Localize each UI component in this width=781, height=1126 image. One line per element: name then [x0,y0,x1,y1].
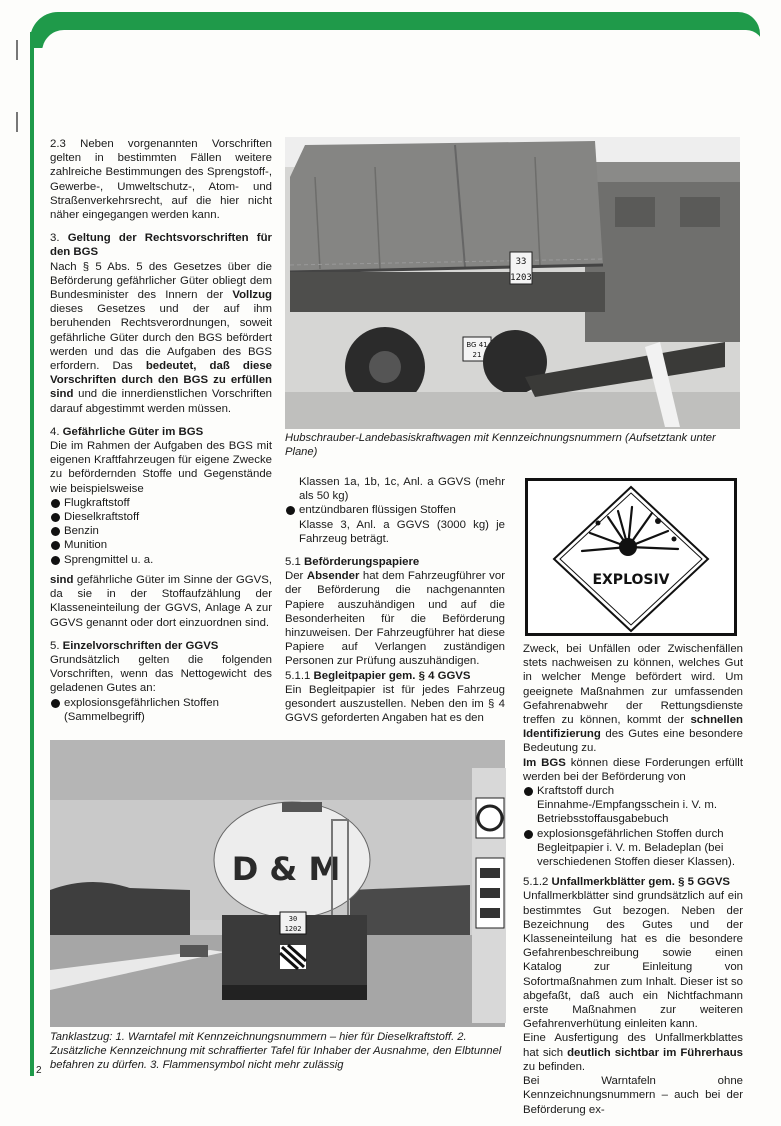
photo-road-signs [472,768,506,1023]
list-item: Dieselkraftstoff [50,510,272,524]
paragraph-purpose [523,642,743,784]
heading-number: 4. [50,425,60,438]
bgs-list [523,784,743,869]
left-green-rule [30,32,34,1076]
margin-mark [16,112,18,132]
text: Zweck, bei Unfällen oder Zwischenfällen stets nachweisen zu können, welches Gut in welcher Menge befördert wird. Um geeignete Maßnahmen zur umfassenden Gefahrenabwehr der Rettungsdienste treffen zu können, kommt der [523,643,743,727]
tanker-plate-top: 30 [288,915,298,923]
text: Unfallmerkblätter sind grundsätzlich auf ein bestimmtes Gut bezogen. Neben der Bezeichnung des Gutes und der Klasseneinteilung hat es die besondere Gefahrenbeschreibung sowie einen Katalog zur Einleitung von Sofortmaßnahmen zum Inhalt. Dieser ist so abgefaßt, daß auch ein Nichtfachmann erste Maßnahmen zur weiteren Gefahrenverhütung einleiten kann. [523,890,743,1031]
header-green-bar [30,12,760,48]
text: des Gutes eine besondere Bedeutung zu. [523,728,743,755]
heading-number: 5.1.2 [523,876,549,889]
road-sign-illustration [472,768,506,1023]
list-item: Flugkraftstoff [50,496,272,510]
explosive-hazard-icon [528,481,734,633]
text: Ein Begleitpapier ist für jedes Fahrzeug gesondert auszustellen. Neben den im § 4 GGVS geforderten Angaben hat es den [285,683,505,725]
text-bold: Absender [306,570,360,583]
heading-5-1 [285,555,505,725]
heading-number: 3. [50,232,60,245]
list-item: explosionsgefährlichen Stoffen (Sammelbegriff) [50,696,272,724]
heading-5-1-2 [523,875,743,1116]
text-bold: bedeutet, daß diese Vorschriften durch den BGS zu erfüllen sind [50,360,273,401]
column-1 [50,137,272,730]
tanker-photo-illustration [50,740,505,1027]
list-item: Kraftstoff durch Einnahme-/Empfangsschein i. V. m. Betriebsstoffausgabebuch [523,784,743,827]
figure2-caption: Tanklastzug: 1. Warntafel mit Kennzeichnungsnummern – hier für Dieselkraftstoff. 2. Zusätzliche Kennzeichnung mit schraffierter Tafel für Inhaber der Ausnahme, den Elbtunnel befahren zu dürfen. 3. Flammensymbol nicht mehr zulässig [50,1031,502,1071]
heading-number: 5.1 [285,556,301,569]
heading-title: Unfallmerkblätter gem. § 5 GGVS [551,876,731,889]
heading-title: Gefährliche Güter im BGS [62,425,204,438]
photo-tanker-truck [50,740,505,1027]
text: gefährliche Güter im Sinne der GGVS, da sie in der Stoffaufzählung der Klasseneinteilung der GGVS, Anlage A zur GGVS genannt oder dort einzuordnen sind. [50,573,272,629]
column-2 [285,475,505,734]
text-continued: Klassen 1a, 1b, 1c, Anl. a GGVS (mehr als 50 kg) [299,476,505,503]
heading-title: Begleitpapier gem. § 4 GGVS [313,669,471,682]
list-item: Munition [50,538,272,552]
list-item: Benzin [50,524,272,538]
margin-mark [16,40,18,60]
column-3 [523,642,743,1126]
list-item: explosionsgefährlichen Stoffen durch Begleitpapier i. V. m. Beladeplan (bei verschiedenen Stoffen dieser Klassen). [523,827,743,870]
text: dieses Gesetzes und der auf ihm beruhenden Rechtsverordnungen, soweit gefährliche Güter durch den BGS befördert werden und das die Aufgaben des BGS erfordern. Das [50,303,272,373]
heading-number: 5. [50,639,60,652]
text-continued: Klasse 3, Anl. a GGVS (3000 kg) je Fahrzeug beträgt. [299,518,505,545]
hazard-plate-bottom: 1203 [510,273,532,283]
list-item: entzündbaren flüssigen Stoffen [285,503,505,517]
text: Die im Rahmen der Aufgaben des BGS mit eigenen Kraftfahrzeugen für eigene Zwecke zu befördernden Stoffe und Gegenstände wie beispielsweise [50,440,272,495]
text: Bei Warntafeln ohne Kennzeichnungsnummern – auch bei der Beförderung ex- [523,1075,743,1116]
goods-list [50,496,272,567]
heading-5 [50,639,272,696]
text-bold: sind [50,573,74,586]
heading-number: 5.1.1 [285,669,311,682]
figure1-caption: Hubschrauber-Landebasiskraftwagen mit Kennzeichnungsnummern (Aufsetztank unter Plane) [285,432,716,458]
truck-photo-illustration [285,137,740,429]
text-bold: Im BGS [523,756,566,769]
text-bold: schnellen Identifizierung [523,714,743,741]
heading-title: Geltung der Rechtsvorschriften für den BGS [50,232,272,259]
hazard-sign-box [525,478,737,636]
heading-title: Beförderungspapiere [304,556,420,569]
text-bold: Vollzug [232,289,272,302]
text: und die innerdienstlichen Vorschriften darauf abgestimmt werden müssen. [50,388,272,415]
registration-plate-top: BG 41 [466,341,488,349]
tank-logo: D & M [231,850,341,888]
photo-landing-base-truck [285,137,740,429]
text: Nach § 5 Abs. 5 des Gesetzes über die Beförderung gefährlicher Güter obliegt dem Bundesminister des Innern der [50,260,272,302]
hazard-label: EXPLOSIV [592,572,670,588]
liquid-list [285,503,505,517]
text: können diese Forderungen erfüllt werden bei der Beförderung von [523,756,743,783]
text-bold: deutlich sichtbar im Führerhaus [567,1046,743,1059]
page-number: 2 [36,1065,42,1076]
heading-4 [50,425,272,496]
heading-title: Einzelvorschriften der GGVS [62,639,219,652]
text: zu befinden. [523,1060,586,1073]
text: hat dem Fahrzeugführer vor der Beförderung die nachgenannten Papiere auszuhändigen und auf die Besonderheiten für die Beförderung hinzuweisen. Der Fahrzeugführer hat diese Papiere auf Verlangen zuständigen Personen zur Prüfung auszuhändigen. [285,570,505,668]
text: Der [285,570,304,583]
registration-plate-bottom: 21 [472,351,482,359]
heading-3 [50,231,272,416]
list-item: Sprengmittel u. a. [50,553,272,567]
text: Grundsätzlich gelten die folgenden Vorschriften, wenn das Nettogewicht des geladenen Gutes an: [50,653,272,695]
substance-list [50,696,272,724]
paragraph-2-3: 2.3 Neben vorgenannten Vorschriften gelten in bestimmten Fällen weitere zahlreiche Bestimmungen des Sprengstoff-, Gewerbe-, Umweltschutz-, Atom- und Straßenverkehrsrecht, auf die hier nicht näher eingegangen werden kann. [50,138,272,222]
text: Eine Ausfertigung des Unfallmerkblattes hat sich [523,1032,743,1059]
tanker-plate-bottom: 1202 [284,925,302,933]
paragraph-4b [50,573,272,630]
hazard-plate-top: 33 [515,257,527,267]
